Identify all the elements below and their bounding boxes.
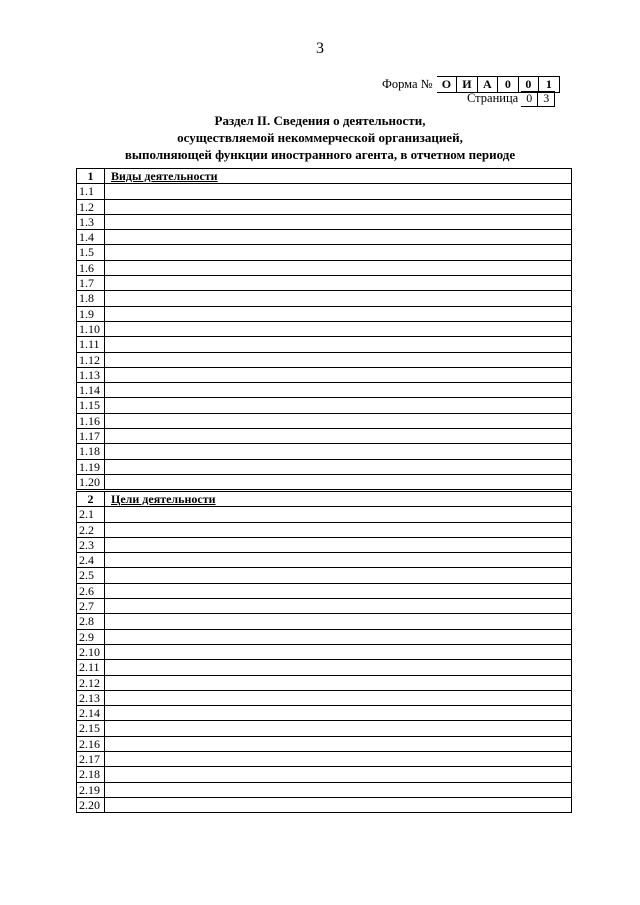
row-number: 2.19 <box>77 783 105 797</box>
table-row <box>77 414 571 429</box>
entry-field[interactable] <box>105 322 571 336</box>
form-label: Форма № <box>382 77 433 91</box>
table-row <box>77 215 571 230</box>
table-row <box>77 783 571 798</box>
section-heading: Виды деятельности <box>111 169 218 183</box>
title-line: выполняющей функции иностранного агента, в отчетном периоде <box>124 147 516 162</box>
entry-field[interactable] <box>105 691 571 705</box>
row-number: 2.15 <box>77 721 105 735</box>
entry-field[interactable] <box>105 353 571 367</box>
table-row <box>77 337 571 352</box>
entry-field[interactable] <box>105 475 571 489</box>
table-row <box>77 599 571 614</box>
entry-field[interactable] <box>105 230 571 244</box>
entry-field[interactable] <box>105 245 571 259</box>
table-row <box>77 676 571 691</box>
row-number: 1.12 <box>77 353 105 367</box>
row-number: 1.10 <box>77 322 105 336</box>
table-row <box>77 368 571 383</box>
form-code-cell: 1 <box>539 76 560 93</box>
row-number: 2.13 <box>77 691 105 705</box>
row-number: 2.14 <box>77 706 105 720</box>
row-number: 2.1 <box>77 507 105 521</box>
row-number: 1.1 <box>77 184 105 198</box>
table-row <box>77 752 571 767</box>
table-row <box>77 460 571 475</box>
table-row <box>77 322 571 337</box>
table-row <box>77 523 571 538</box>
table-row <box>77 475 571 490</box>
row-number: 2.7 <box>77 599 105 613</box>
row-number: 2.2 <box>77 523 105 537</box>
entry-field[interactable] <box>105 538 571 552</box>
row-number: 1.5 <box>77 245 105 259</box>
table-row <box>77 553 571 568</box>
table-row <box>77 706 571 721</box>
table-row <box>77 184 571 199</box>
entry-field[interactable] <box>105 553 571 567</box>
entry-field[interactable] <box>105 599 571 613</box>
entry-field[interactable] <box>105 660 571 674</box>
section-heading: Цели деятельности <box>111 492 216 506</box>
form-code-cell: О <box>437 76 458 93</box>
entry-field[interactable] <box>105 706 571 720</box>
table-row <box>77 568 571 583</box>
page-cell: 0 <box>521 91 538 107</box>
row-number: 1.20 <box>77 475 105 489</box>
table-row <box>77 307 571 322</box>
table-row <box>77 261 571 276</box>
table-row <box>77 645 571 660</box>
form-code-cell: А <box>478 76 499 93</box>
entry-field[interactable] <box>105 184 571 198</box>
entry-field[interactable] <box>105 721 571 735</box>
entry-field[interactable] <box>105 460 571 474</box>
row-number: 1.13 <box>77 368 105 382</box>
row-number: 1.17 <box>77 429 105 443</box>
entry-field[interactable] <box>105 368 571 382</box>
row-number: 2.18 <box>77 767 105 781</box>
entry-field[interactable] <box>105 614 571 628</box>
entry-field[interactable] <box>105 737 571 751</box>
row-number: 1.6 <box>77 261 105 275</box>
entry-field[interactable] <box>105 767 571 781</box>
table-row <box>77 721 571 736</box>
row-number: 1.19 <box>77 460 105 474</box>
page-number: 3 <box>316 40 324 57</box>
row-number: 2.11 <box>77 660 105 674</box>
table-row <box>77 538 571 553</box>
entry-field[interactable] <box>105 291 571 305</box>
table-row <box>77 507 571 522</box>
section-header-row <box>77 169 571 184</box>
row-number: 2.9 <box>77 630 105 644</box>
entry-field[interactable] <box>105 444 571 458</box>
table-row <box>77 230 571 245</box>
page-indicator-row <box>467 91 555 106</box>
row-number: 2.20 <box>77 798 105 812</box>
entry-field[interactable] <box>105 414 571 428</box>
entry-field[interactable] <box>105 307 571 321</box>
row-number: 2.16 <box>77 737 105 751</box>
form-code-cell: 0 <box>498 76 519 93</box>
table-row <box>77 398 571 413</box>
row-number: 1.18 <box>77 444 105 458</box>
entry-field[interactable] <box>105 507 571 521</box>
entry-field[interactable] <box>105 752 571 766</box>
row-number: 2.5 <box>77 568 105 582</box>
entry-field[interactable] <box>105 676 571 690</box>
entry-field[interactable] <box>105 630 571 644</box>
table-row <box>77 798 571 813</box>
page-label: Страница <box>467 91 519 105</box>
row-number: 1.3 <box>77 215 105 229</box>
entry-field[interactable] <box>105 261 571 275</box>
row-number: 2.3 <box>77 538 105 552</box>
row-number: 1.2 <box>77 200 105 214</box>
row-number: 2.17 <box>77 752 105 766</box>
row-number: 1.8 <box>77 291 105 305</box>
table-row <box>77 291 571 306</box>
entry-field[interactable] <box>105 200 571 214</box>
entry-field[interactable] <box>105 398 571 412</box>
table-row <box>77 737 571 752</box>
entry-field[interactable] <box>105 584 571 598</box>
row-number: 2.6 <box>77 584 105 598</box>
entry-field[interactable] <box>105 645 571 659</box>
row-number: 1.15 <box>77 398 105 412</box>
table-row <box>77 660 571 675</box>
entry-field[interactable] <box>105 215 571 229</box>
table-row <box>77 444 571 459</box>
row-number: 1.9 <box>77 307 105 321</box>
table-row <box>77 584 571 599</box>
table-row <box>77 383 571 398</box>
entry-field[interactable] <box>105 568 571 582</box>
table-row <box>77 353 571 368</box>
row-number: 2.10 <box>77 645 105 659</box>
entry-field[interactable] <box>105 276 571 290</box>
title-line: Раздел II. Сведения о деятельности, <box>214 113 426 128</box>
entry-field[interactable] <box>105 383 571 397</box>
row-number: 2.4 <box>77 553 105 567</box>
entry-field[interactable] <box>105 798 571 812</box>
section-number: 2 <box>77 492 105 506</box>
row-number: 1.7 <box>77 276 105 290</box>
section-activities <box>76 168 572 490</box>
row-number: 1.14 <box>77 383 105 397</box>
table-row <box>77 200 571 215</box>
page-cell: 3 <box>538 91 555 107</box>
form-code-cell: И <box>457 76 478 93</box>
table-row <box>77 614 571 629</box>
row-number: 2.12 <box>77 676 105 690</box>
entry-field[interactable] <box>105 337 571 351</box>
form-code-cell: 0 <box>519 76 540 93</box>
section-title <box>0 112 640 163</box>
title-line: осуществляемой некоммерческой организацией, <box>177 130 463 145</box>
table-row <box>77 276 571 291</box>
row-number: 1.11 <box>77 337 105 351</box>
section-goals <box>76 491 572 813</box>
row-number: 1.16 <box>77 414 105 428</box>
table-row <box>77 429 571 444</box>
entry-field[interactable] <box>105 523 571 537</box>
row-number: 1.4 <box>77 230 105 244</box>
section-number: 1 <box>77 169 105 183</box>
entry-field[interactable] <box>105 783 571 797</box>
section-header-row <box>77 492 571 507</box>
table-row <box>77 630 571 645</box>
table-row <box>77 767 571 782</box>
table-row <box>77 691 571 706</box>
entry-field[interactable] <box>105 429 571 443</box>
row-number: 2.8 <box>77 614 105 628</box>
table-row <box>77 245 571 260</box>
